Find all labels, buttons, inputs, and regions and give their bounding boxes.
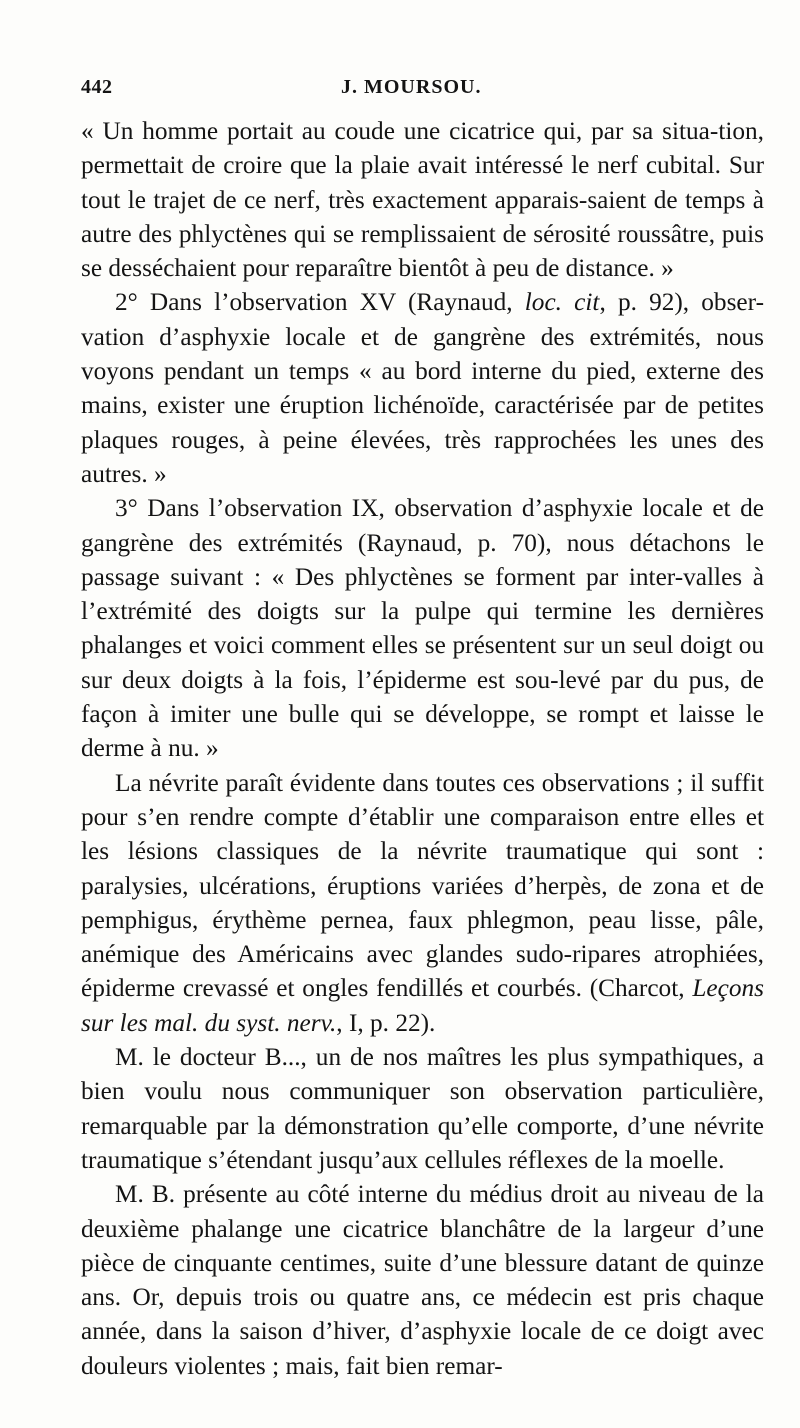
text-run: La névrite paraît évidente dans toutes ces observations ; il suffit pour s’en rendre compte d’établir une comparaison entre elles et les lésions classiques de la névrite traumatique qui sont : paralysies, ulcérations, éruptions variées d’herpès, de zona et de pemphigus, érythème pernea, faux phlegmon, peau lisse, pâle, anémique des Américains avec glandes sudo-ripares atrophiées, épiderme crevassé et ongles fendillés et courbés. (Charcot, [81, 768, 764, 1003]
text-run: , I, p. 22). [336, 1008, 436, 1037]
text-run: , p. 92), obser-vation d’asphyxie locale et de gangrène des extrémités, nous voyons pendant un temps « au bord interne du pied, externe des mains, exister une éruption lichénoïde, caractérisée par de petites plaques rouges, à peine élevées, très rapprochées les unes des autres. » [81, 288, 764, 488]
paragraph [81, 766, 764, 1040]
text-run: M. B. présente au côté interne du médius droit au niveau de la deuxième phalange une cicatrice blanchâtre de la largeur d’une pièce de cinquante centimes, suite d’une blessure datant de quinze ans. Or, depuis trois ou quatre ans, ce médecin est pris chaque année, dans la saison d’hiver, d’asphyxie locale de ce doigt avec douleurs violentes ; mais, fait bien remar- [81, 1180, 764, 1380]
citation-italic: loc. cit [524, 288, 600, 317]
text-run: M. le docteur B..., un de nos maîtres les plus sympathiques, a bien voulu nous communiquer son observation particulière, remarquable par la démonstration qu’elle comporte, d’une névrite traumatique s’étendant jusqu’aux cellules réflexes de la moelle. [81, 1043, 764, 1174]
body-text [81, 114, 764, 1383]
text-run: « Un homme portait au coude une cicatrice qui, par sa situa-tion, permettait de croire que la plaie avait intéressé le nerf cubital. Sur tout le trajet de ce nerf, très exactement apparais-saient de temps à autre des phlyctènes qui se remplissaient de sérosité roussâtre, puis se desséchaient pour reparaître bientôt à peu de distance. » [81, 117, 764, 283]
paragraph [81, 491, 764, 765]
paragraph [81, 1040, 764, 1177]
page-number: 442 [81, 76, 113, 98]
running-head [81, 76, 764, 114]
text-run: 3° Dans l’observation IX, observation d’asphyxie locale et de gangrène des extrémités (Raynaud, p. 70), nous détachons le passage suivant : « Des phlyctènes se forment par inter-valles à l’extrémité des doigts sur la pulpe qui termine les dernières phalanges et voici comment elles se présentent sur un seul doigt ou sur deux doigts à la fois, l’épiderme est sou-levé par du pus, de façon à imiter une bulle qui se développe, se rompt et laisse le derme à nu. » [81, 494, 764, 763]
text-run: 2° Dans l’observation XV (Raynaud, [115, 288, 525, 317]
header-title: J. MOURSOU. [341, 76, 482, 98]
paragraph [81, 114, 764, 285]
paragraph [81, 1177, 764, 1383]
citation-italic: Leçons sur les mal. du syst. nerv. [81, 974, 764, 1037]
paragraph [81, 285, 764, 491]
